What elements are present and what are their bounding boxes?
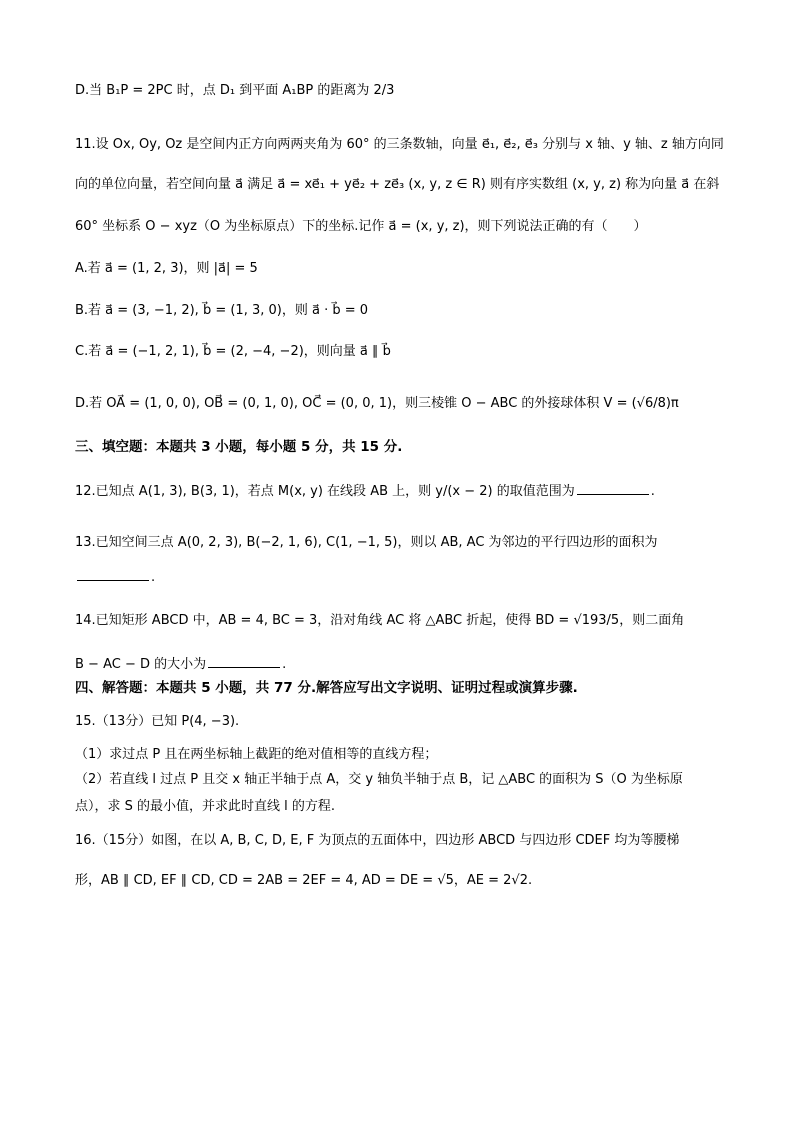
q11-stem-line1: [75, 136, 724, 154]
section-3-heading-text: 三、填空题：本题共 3 小题，每小题 5 分，共 15 分.: [75, 439, 403, 455]
section-3-heading: [75, 438, 724, 456]
q15-part2-line1: [75, 771, 724, 789]
q11-option-c-text: C.若 a⃗ = (−1, 2, 1), b⃗ = (2, −4, −2)，则向量 a⃗ ∥ b⃗: [75, 344, 391, 359]
q11-option-b: [75, 302, 724, 320]
q15-part1-text: （1）求过点 P 且在两坐标轴上截距的绝对值相等的直线方程；: [75, 747, 438, 762]
q13-line1: [75, 534, 724, 552]
q14-line2: B − AC − D 的大小为 .: [75, 657, 287, 672]
q15-part2-text-line1: （2）若直线 l 过点 P 且交 x 轴正半轴于点 A，交 y 轴负半轴于点 B，记 △ABC 的面积为 S（O 为坐标原: [75, 772, 683, 787]
q12-answer-blank[interactable]: [577, 482, 649, 495]
q11-stem-line3-text: 60° 坐标系 O − xyz（O 为坐标原点）下的坐标.记作 a⃗ = (x, y, z)，则下列说法正确的有（ ）: [75, 219, 647, 234]
q13-line2: .: [75, 568, 724, 587]
q11-stem-line1-text: 11.设 Ox, Oy, Oz 是空间内正方向两两夹角为 60° 的三条数轴，向量 e⃗₁, e⃗₂, e⃗₃ 分别与 x 轴、y 轴、z 轴方向同: [75, 137, 724, 152]
q12: 12.已知点 A(1, 3), B(3, 1)，若点 M(x, y) 在线段 AB 上，则 y/(x − 2) 的取值范围为 .: [75, 484, 655, 499]
q11-stem-line2-text: 向的单位向量，若空间向量 a⃗ 满足 a⃗ = xe⃗₁ + ye⃗₂ + ze⃗₃ (x, y, z ∈ R) 则有序实数组 (x, y, z) 称为向量 a⃗ 在斜: [75, 177, 720, 192]
q14-answer-blank[interactable]: [208, 655, 280, 668]
q13-text: 13.已知空间三点 A(0, 2, 3), B(−2, 1, 6), C(1, −1, 5)，则以 AB, AC 为邻边的平行四边形的面积为: [75, 535, 658, 550]
q11-option-d: [75, 395, 724, 413]
q16-line2: [75, 872, 724, 890]
q11-stem-line3: [75, 218, 724, 236]
q13-answer-blank[interactable]: [77, 568, 149, 581]
q11-option-c: [75, 343, 724, 361]
q14-text-line1: 14.已知矩形 ABCD 中，AB = 4, BC = 3，沿对角线 AC 将 △ABC 折起，使得 BD = √193/5，则二面角: [75, 613, 685, 628]
q15-part2-text-line2: 点），求 S 的最小值，并求此时直线 l 的方程.: [75, 799, 336, 814]
q16-text-line2: 形，AB ∥ CD, EF ∥ CD, CD = 2AB = 2EF = 4, AD = DE = √5，AE = 2√2.: [75, 873, 533, 888]
q15-part1: [75, 746, 724, 764]
q11-option-b-text: B.若 a⃗ = (3, −1, 2), b⃗ = (1, 3, 0)，则 a⃗ · b⃗ = 0: [75, 303, 369, 318]
q11-option-a: [75, 260, 724, 278]
q15-stem-text: 15.（13分）已知 P(4, −3).: [75, 714, 240, 729]
q16-line1: [75, 832, 724, 850]
q10-option-d-text: D.当 B₁P = 2PC 时，点 D₁ 到平面 A₁BP 的距离为 2/3: [75, 83, 395, 98]
q11-option-d-text: D.若 OA⃗ = (1, 0, 0), OB⃗ = (0, 1, 0), OC⃗ = (0, 0, 1)，则三棱锥 O − ABC 的外接球体积 V = (√6/8)π: [75, 396, 679, 411]
q15-stem: [75, 713, 724, 731]
q11-stem-line2: [75, 176, 724, 194]
q14-text-line2: B − AC − D 的大小为: [75, 657, 207, 672]
q14-line1: [75, 612, 724, 630]
q15-part2-line2: [75, 798, 724, 816]
q11-option-a-text: A.若 a⃗ = (1, 2, 3)，则 |a⃗| = 5: [75, 261, 258, 276]
q10-option-d: [75, 82, 724, 100]
section-4-heading: [75, 679, 724, 697]
q12-text: 12.已知点 A(1, 3), B(3, 1)，若点 M(x, y) 在线段 AB 上，则 y/(x − 2) 的取值范围为: [75, 484, 575, 499]
q16-text-line1: 16.（15分）如图，在以 A, B, C, D, E, F 为顶点的五面体中，四边形 ABCD 与四边形 CDEF 均为等腰梯: [75, 833, 680, 848]
section-4-heading-text: 四、解答题：本题共 5 小题，共 77 分.解答应写出文字说明、证明过程或演算步骤.: [75, 680, 578, 696]
